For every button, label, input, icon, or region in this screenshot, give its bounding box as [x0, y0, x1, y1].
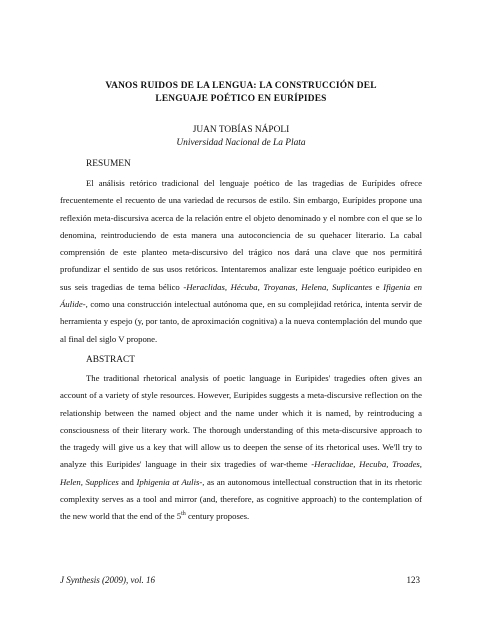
resumen-text-start: El análisis retórico tradicional del lenguaje poético de las tragedias de Eurípides ofrece frecuentemente el recuento de una variedad de recursos de estilo. Sin embargo, Eurípides propone una reflexión meta-discursiva acerca de la relación entre el objeto denominado y el nombre con el que se lo denomina, reintroduciendo de esta manera una autoconciencia de su quehacer literario. La cabal comprensión de este planteo meta-discursivo del trágico nos dará una clave que nos permitirá profundizar el sentido de sus usos retóricos. Intentaremos analizar este lenguaje poético euripideo en sus seis tragedias de tema bélico - — [60, 178, 422, 292]
abstract-superscript: th — [181, 511, 186, 518]
abstract-text-end: century proposes. — [185, 511, 250, 522]
resumen-paragraph — [60, 175, 422, 348]
abstract-work-last: Iphigenia at Aulis — [136, 476, 200, 487]
abstract-text-start: The traditional rhetorical analysis of poetic language in Euripides' tragedies often gives an account of a variety of style resources. However, Euripides suggests a meta-discursive reflection on the relationship between the named object and the name under which it is named, by reintroducing a consciousness of their literary work. The thorough understanding of this meta-discursive approach to the tragedy will give us a key that will allow us to deepen the sense of its rhetorical uses. We'll try to analyze this Euripides' language in their six tragedies of war-theme - — [60, 373, 422, 470]
article-title — [60, 80, 422, 106]
resumen-body — [60, 175, 422, 348]
resumen-heading: RESUMEN — [86, 159, 131, 169]
abstract-body — [60, 370, 422, 526]
abstract-paragraph — [60, 370, 422, 526]
abstract-connector: and — [118, 476, 137, 487]
abstract-text-middle: -, as an autonomous intellectual construction that in its rhetoric complexity serves as a tool and mirror (and, therefore, as cognitive approach) to the contemplation of the new world that the end of the 5 — [60, 476, 422, 522]
title-line-2: LENGUAJE POÉTICO EN EURÍPIDES — [155, 94, 327, 104]
abstract-works: Heraclidae, Hecuba, Troades, Helen, Supplices — [60, 459, 422, 487]
abstract-heading: ABSTRACT — [86, 355, 135, 365]
author-affiliation: Universidad Nacional de La Plata — [176, 138, 306, 148]
title-line-1: VANOS RUIDOS DE LA LENGUA: LA CONSTRUCCIÓN DEL — [105, 81, 377, 91]
resumen-work-last: Ifigenia en Áulide — [60, 281, 422, 310]
page-number: 123 — [406, 575, 420, 585]
journal-citation: J Synthesis (2009), vol. 16 — [60, 575, 155, 585]
resumen-text-end: -, como una construcción intelectual autónoma que, en su complejidad retórica, intenta servir de herramienta y espejo (y, por tanto, de aproximación cognitiva) a la nueva contemplación del mundo que al final del siglo V propone. — [60, 299, 422, 344]
resumen-works: Heraclidas, Hécuba, Troyanas, Helena, Suplicantes — [186, 281, 373, 292]
author-name: JUAN TOBÍAS NÁPOLI — [192, 125, 290, 135]
resumen-connector: e — [372, 281, 384, 292]
